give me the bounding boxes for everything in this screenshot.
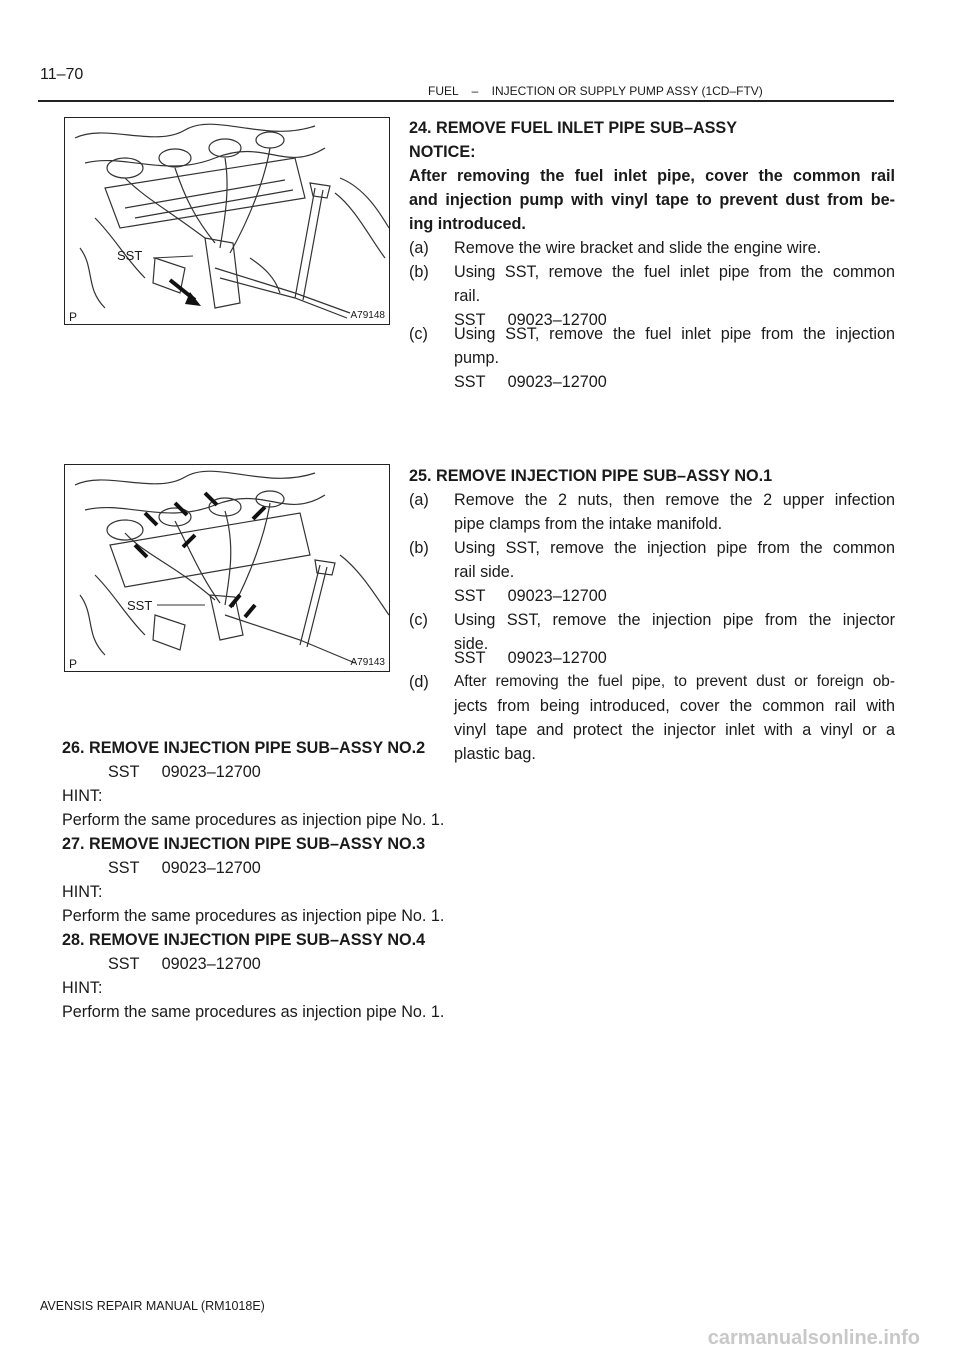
engine-illustration-2: [65, 465, 389, 671]
step-25d-marker: (d): [409, 673, 429, 691]
step-24a-marker: (a): [409, 239, 429, 257]
figure-id: A79143: [350, 657, 385, 668]
step-24c-line1: Using SST, remove the fuel inlet pipe from the injection: [454, 325, 895, 343]
figure-p-label: P: [69, 310, 78, 324]
sst-callout-label: SST: [127, 598, 153, 613]
step-28-sst: SST 09023–12700: [108, 955, 261, 973]
step-25c-line1: Using SST, remove the injection pipe from the injector: [454, 611, 895, 629]
step-27-sst: SST 09023–12700: [108, 859, 261, 877]
step-27-hint-label: HINT:: [62, 883, 103, 901]
engine-illustration-1: [65, 118, 389, 324]
step-24b-line1: Using SST, remove the fuel inlet pipe from the common: [454, 263, 895, 281]
sst-callout-label: SST: [117, 248, 143, 263]
header-dash: –: [471, 84, 479, 98]
step-26-title: 26. REMOVE INJECTION PIPE SUB–ASSY NO.2: [62, 739, 426, 757]
step-25c-marker: (c): [409, 611, 428, 629]
step-25-title: 25. REMOVE INJECTION PIPE SUB–ASSY NO.1: [409, 467, 773, 485]
step-24c-line2: pump.: [454, 349, 499, 367]
step-24b-sst: SST 09023–12700: [454, 311, 607, 329]
header-rule: [38, 100, 894, 102]
step-25c-sst: SST 09023–12700: [454, 649, 607, 667]
header-section: FUEL: [428, 84, 459, 98]
header-subsection: INJECTION OR SUPPLY PUMP ASSY (1CD–FTV): [491, 84, 763, 98]
step-24-notice-label: NOTICE:: [409, 143, 476, 161]
figure-p-label: P: [69, 657, 78, 671]
step-25a-line1: Remove the 2 nuts, then remove the 2 upper infection: [454, 491, 895, 509]
step-25b-sst: SST 09023–12700: [454, 587, 607, 605]
page-number: 11–70: [40, 66, 84, 83]
step-24c-marker: (c): [409, 325, 428, 343]
step-24a-text: Remove the wire bracket and slide the engine wire.: [454, 239, 822, 257]
step-25d-line1: After removing the fuel pipe, to prevent dust or foreign ob-: [454, 673, 895, 690]
step-28-hint: Perform the same procedures as injection pipe No. 1.: [62, 1003, 445, 1021]
step-26-hint: Perform the same procedures as injection pipe No. 1.: [62, 811, 445, 829]
figure-id: A79148: [350, 310, 385, 321]
step-24c-sst: SST 09023–12700: [454, 373, 607, 391]
watermark: carmanualsonline.info: [707, 1327, 920, 1349]
step-25b-marker: (b): [409, 539, 429, 557]
step-28-title: 28. REMOVE INJECTION PIPE SUB–ASSY NO.4: [62, 931, 426, 949]
step-24-title: 24. REMOVE FUEL INLET PIPE SUB–ASSY: [409, 119, 738, 137]
step-25c-line2: side.: [454, 635, 489, 653]
step-24b-line2: rail.: [454, 287, 481, 305]
step-27-hint: Perform the same procedures as injection pipe No. 1.: [62, 907, 445, 925]
step-25a-marker: (a): [409, 491, 429, 509]
step-24-notice-line3: ing introduced.: [409, 215, 526, 233]
manual-footer: AVENSIS REPAIR MANUAL (RM1018E): [40, 1299, 265, 1313]
step-26-sst: SST 09023–12700: [108, 763, 261, 781]
step-24-notice-line1: After removing the fuel inlet pipe, cover the common rail: [409, 167, 895, 185]
step-28-hint-label: HINT:: [62, 979, 103, 997]
step-26-hint-label: HINT:: [62, 787, 103, 805]
figure-injection-pipe: [64, 464, 390, 672]
step-25b-line1: Using SST, remove the injection pipe from the common: [454, 539, 895, 557]
figure-fuel-inlet-pipe: [64, 117, 390, 325]
step-27-title: 27. REMOVE INJECTION PIPE SUB–ASSY NO.3: [62, 835, 426, 853]
step-25d-line4: plastic bag.: [454, 745, 536, 763]
step-25a-line2: pipe clamps from the intake manifold.: [454, 515, 723, 533]
step-24-notice-line2: and injection pump with vinyl tape to prevent dust from be-: [409, 191, 895, 209]
step-25d-line2: jects from being introduced, cover the common rail with: [454, 697, 895, 715]
step-24b-marker: (b): [409, 263, 429, 281]
step-25b-line2: rail side.: [454, 563, 515, 581]
step-25d-line3: vinyl tape and protect the injector inlet with a vinyl or a: [454, 721, 895, 739]
running-header: [428, 84, 763, 98]
